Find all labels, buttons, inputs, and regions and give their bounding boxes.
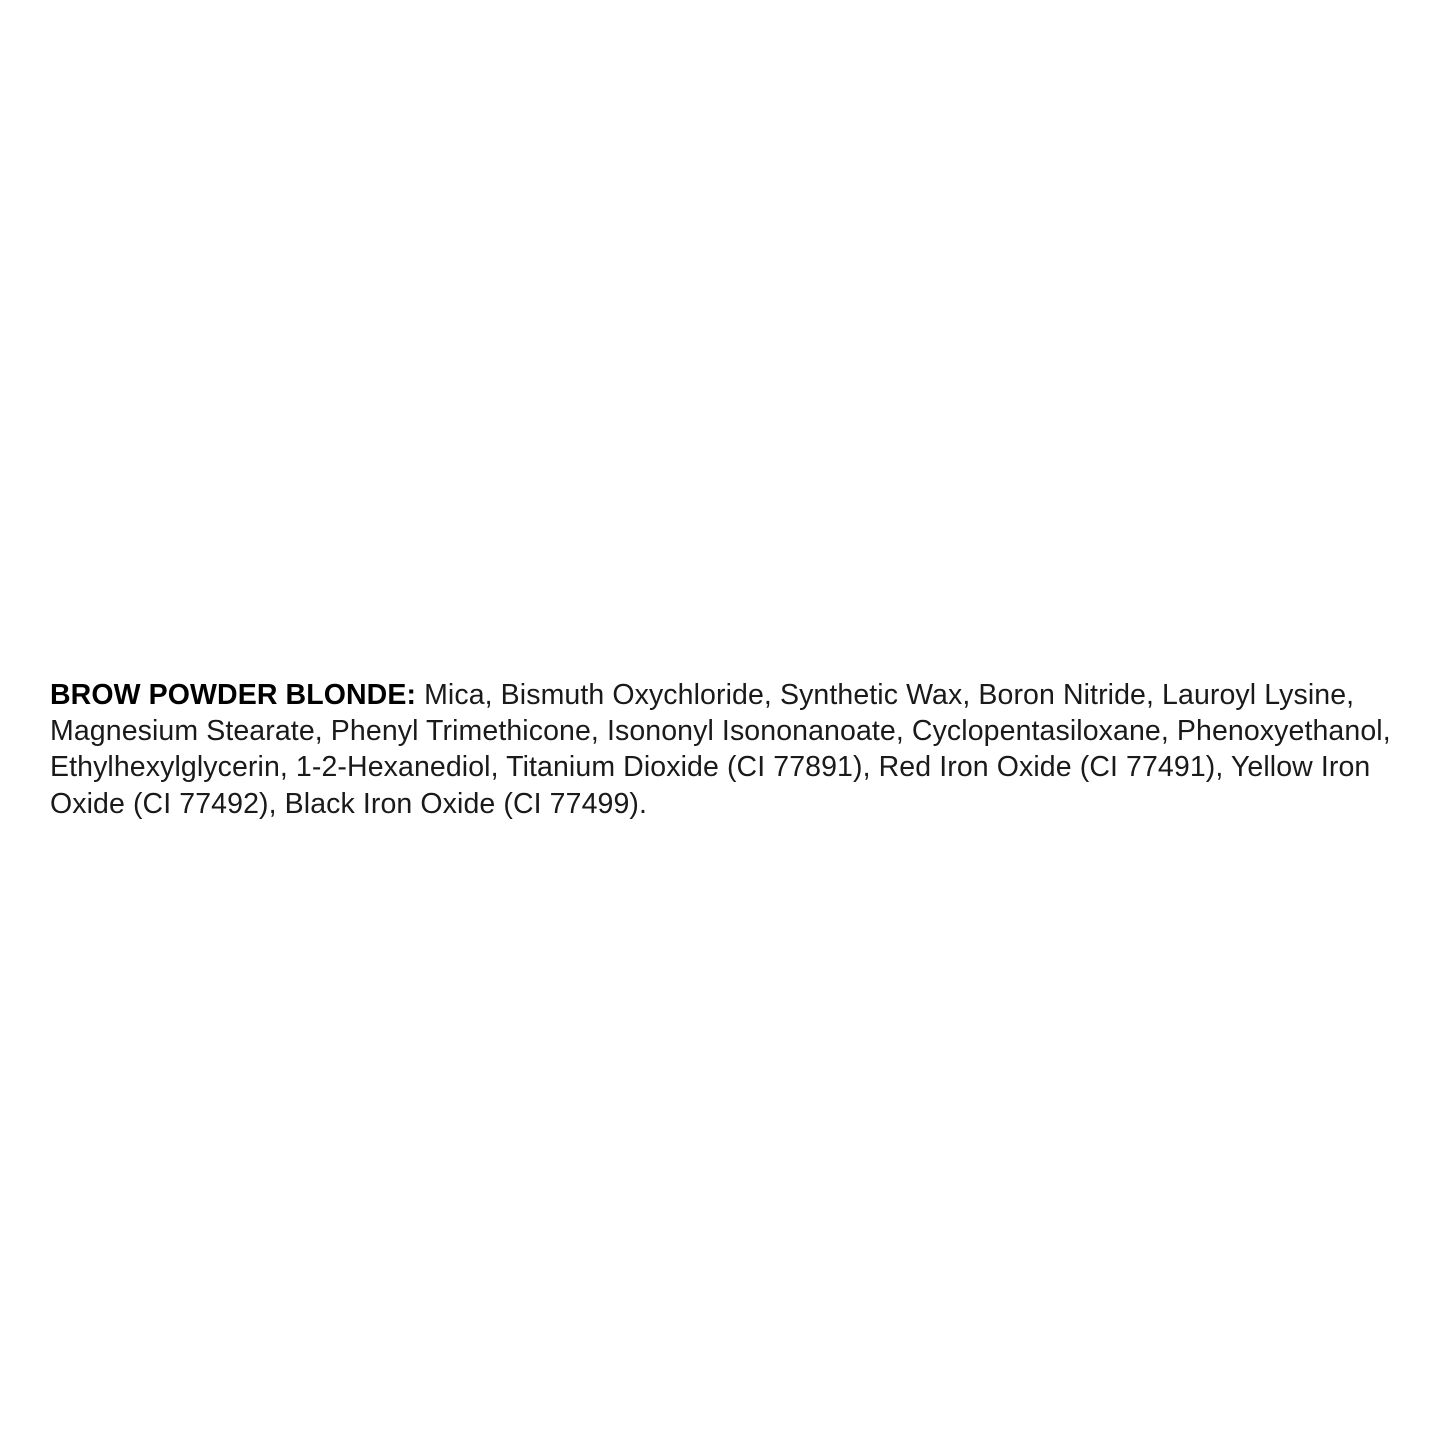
ingredient-list-text: Mica, Bismuth Oxychloride, Synthetic Wax, Boron Nitride, Lauroyl Lysine, Magnesium Stearate, Phenyl Trimethicone, Isononyl Isononanoate, Cyclopentasiloxane, Phenoxyethanol, Ethylhexylglycerin, 1-2-Hexanediol, Titanium Dioxide (CI 77891), Red Iron Oxide (CI 77491), Yellow Iron Oxide (CI 77492), Black Iron Oxide (CI 77499). xyxy=(50,678,1391,820)
ingredient-panel xyxy=(50,677,1395,823)
product-name-label: BROW POWDER BLONDE: xyxy=(50,678,417,711)
